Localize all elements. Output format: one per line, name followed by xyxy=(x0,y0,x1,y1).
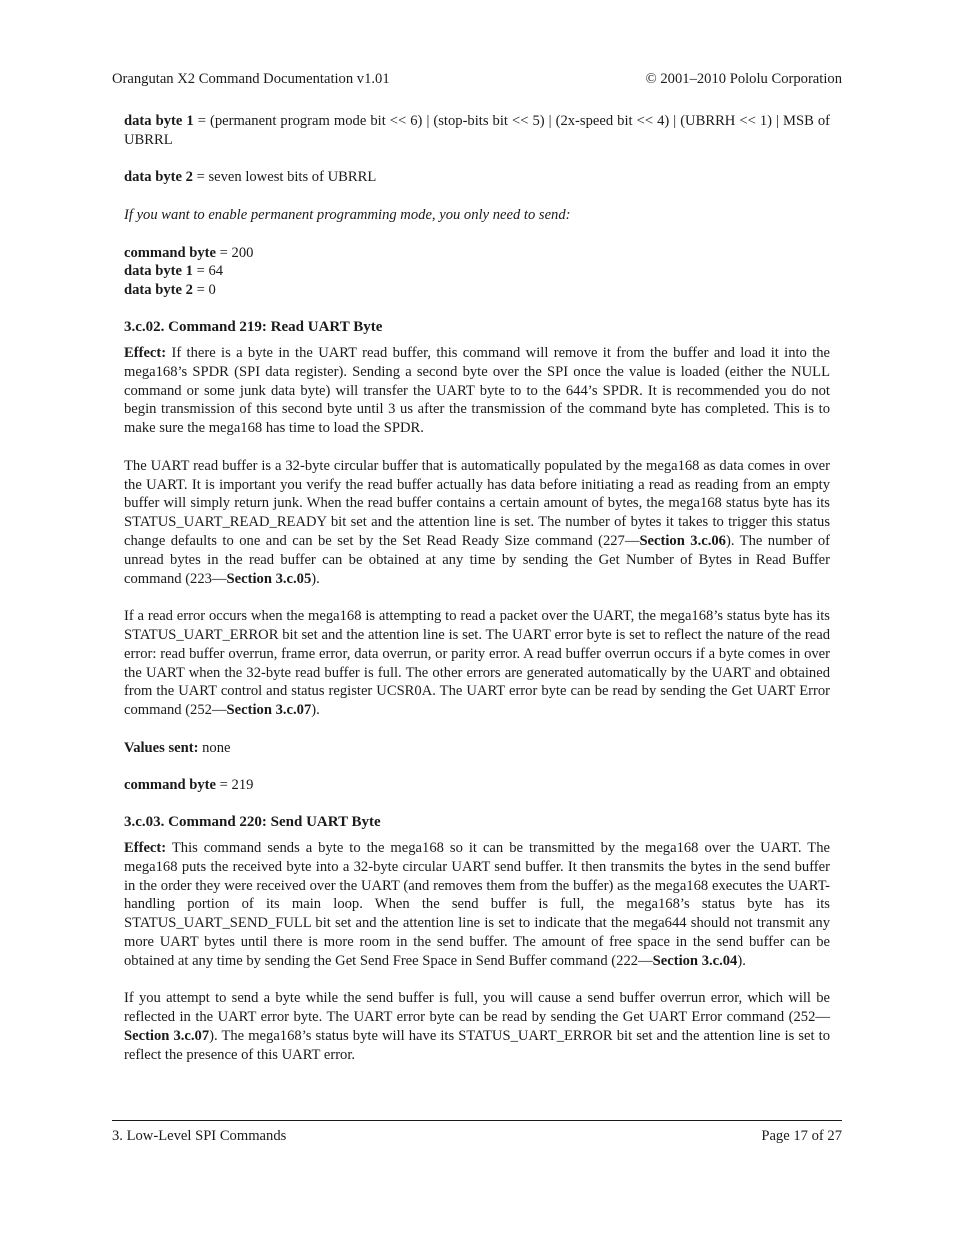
header-doc-title: Orangutan X2 Command Documentation v1.01 xyxy=(112,71,390,87)
example-data-byte-1 xyxy=(124,262,830,281)
example-data-byte-1-value: = 64 xyxy=(192,263,224,280)
data-byte-1-label: data byte 1 xyxy=(124,113,194,129)
data-byte-2-text: = seven lowest bits of UBRRL xyxy=(192,169,377,186)
example-command-byte xyxy=(124,244,830,263)
footer-divider xyxy=(112,1120,842,1121)
data-byte-2-label: data byte 2 xyxy=(124,169,193,186)
footer-chapter: 3. Low-Level SPI Commands xyxy=(112,1128,287,1144)
section-220-effect-label: Effect: xyxy=(124,840,167,857)
section-220-effect xyxy=(124,839,830,971)
values-sent-text: none xyxy=(198,739,231,756)
example-data-byte-2-value: = 0 xyxy=(192,282,216,299)
section-219-p3-text-a: If a read error occurs when the mega168 is attempting to read a packet over the UART, the mega168’s status byte has its STATUS_UART_ERROR bit set and the attention line is set. The UART error byte is set to reflect the nature of the read error: read buffer overrun, frame error, data overrun, or parity error. A read buffer overrun occurs if a byte comes in over the UART when the 32-byte read buffer is full. The other errors are generated automatically by the UART and obtained from the UART control and status register UCSR0A. The UART error byte can be read by sending the Get UART Error command (252— xyxy=(124,608,830,719)
section-219-p2-text-b: ). The number of unread bytes in the read buffer can be obtained at any time by sending the Get Number of Bytes in Read Buffer command (223— xyxy=(124,532,831,587)
section-ref-3c07-link[interactable]: Section 3.c.07 xyxy=(226,702,312,719)
section-219-values-sent xyxy=(124,739,830,758)
example-data-byte-2 xyxy=(124,281,830,300)
section-220-heading: 3.c.03. Command 220: Send UART Byte xyxy=(124,814,381,831)
section-ref-3c06-link[interactable]: Section 3.c.06 xyxy=(639,532,726,549)
section-219-read-buffer-paragraph xyxy=(124,457,830,589)
section-220-effect-text-a: This command sends a byte to the mega168 so it can be transmitted by the mega168 over the UART. The mega168 puts the received byte into a 32-byte circular UART send buffer. It then transmits the bytes in the send buffer in the order they were received over the UART (and removes them from the buffer) as the mega168 executes the UART-handling portion of its main loop. When the send buffer is full, the mega168’s status byte has its STATUS_UART_SEND_FULL bit set and the attention line is set to indicate that the mega644 should not transmit any more UART bytes until there is more room in the send buffer. The amount of free space in the send buffer can be obtained at any time by sending the Get Send Free Space in Send Buffer command (222— xyxy=(124,840,830,969)
example-command-label: command byte xyxy=(124,244,217,261)
section-219-read-error-paragraph xyxy=(124,607,830,720)
section-219-effect-label: Effect: xyxy=(124,344,167,361)
section-ref-3c07-link-2[interactable]: Section 3.c.07 xyxy=(124,1028,210,1045)
section-219-heading: 3.c.02. Command 219: Read UART Byte xyxy=(124,318,383,335)
section-219-effect-text: If there is a byte in the UART read buffer, this command will remove it from the buffer and load it into the mega168’s SPDR (SPI data register). Sending a second byte over the SPI once the value is loaded (either the NULL command or some junk data byte) will transfer the UART byte to to the 644’s SPDR. It is recommended you do not begin transmission of this second byte until 3 us after the transmission of the command byte has completed. This is to make sure the mega168 has time to load the SPDR. xyxy=(124,344,830,437)
section-220-effect-text-b: ). xyxy=(737,952,746,969)
permanent-mode-note: If you want to enable permanent programming mode, you only need to send: xyxy=(124,206,571,223)
section-220-overrun-paragraph xyxy=(124,989,830,1064)
page-header xyxy=(112,70,842,88)
section-219-command-label: command byte xyxy=(124,777,217,794)
section-220-p2-text-a: If you attempt to send a byte while the send buffer is full, you will cause a send buffer overrun error, which will be reflected in the UART error byte. The UART error byte can be read by sending the Get UART Error command (252— xyxy=(124,990,830,1026)
example-data-byte-1-label: data byte 1 xyxy=(124,263,193,280)
section-219-effect xyxy=(124,344,830,438)
section-219-p2-text-c: ). xyxy=(311,570,320,587)
example-command-value: = 200 xyxy=(216,244,254,261)
section-219-p2-text-a: The UART read buffer is a 32-byte circular buffer that is automatically populated by the mega168 as data comes in over the UART. It is important you verify the read buffer actually has data before initiating a read as reading from an empty buffer will simply return junk. When the read buffer contains a certain amount of bytes, the mega168 status byte has its STATUS_UART_READ_READY bit set and the attention line is set. The number of bytes it takes to trigger this status change defaults to one and can be set by the Set Read Ready Size command (227— xyxy=(124,457,830,549)
values-sent-label: Values sent: xyxy=(124,739,199,756)
page-footer xyxy=(112,1127,842,1145)
data-byte-2-definition xyxy=(124,168,830,187)
section-ref-3c04-link[interactable]: Section 3.c.04 xyxy=(652,952,738,969)
section-219-command-byte xyxy=(124,776,830,795)
section-219-command-value: = 219 xyxy=(216,777,254,794)
example-data-byte-2-label: data byte 2 xyxy=(124,282,193,299)
data-byte-1-definition xyxy=(124,112,830,150)
footer-page-number: Page 17 of 27 xyxy=(761,1128,842,1144)
section-ref-3c05-link[interactable]: Section 3.c.05 xyxy=(226,570,312,587)
section-219-p3-text-b: ). xyxy=(311,702,320,719)
section-220-p2-text-b: ). The mega168’s status byte will have its STATUS_UART_ERROR bit set and the attention line is set to reflect the presence of this UART error. xyxy=(124,1028,830,1063)
page-content xyxy=(124,112,830,1065)
header-copyright: © 2001–2010 Pololu Corporation xyxy=(645,71,842,87)
data-byte-1-text: = (permanent program mode bit << 6) | (stop-bits bit << 5) | (2x-speed bit << 4) | (UBRRH << 1) | MSB of UBRRL xyxy=(124,113,830,148)
